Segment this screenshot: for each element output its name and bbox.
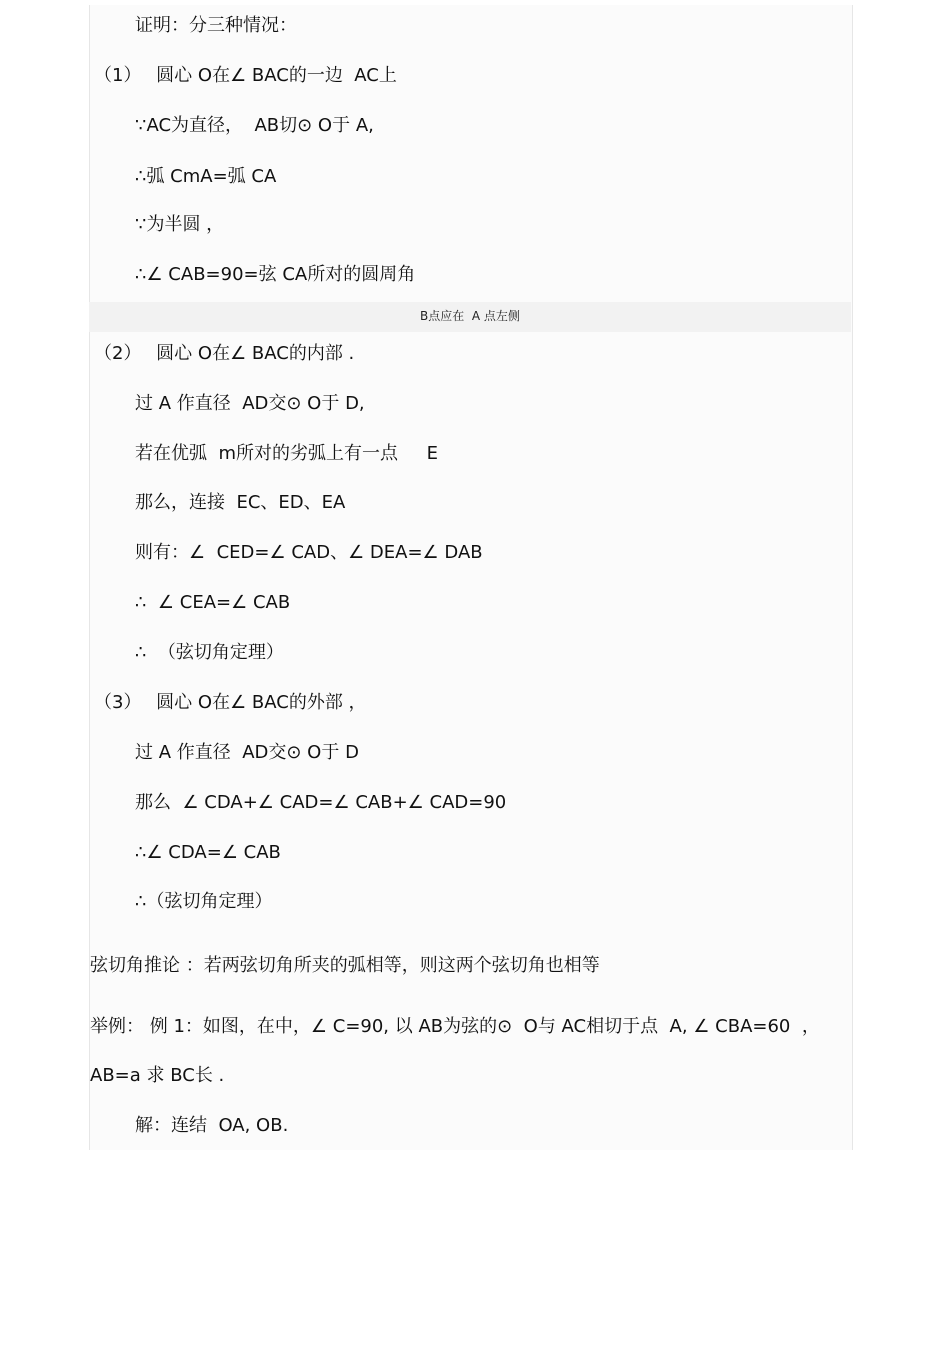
case2-line: ∴ ∠ CEA=∠ CAB: [135, 592, 291, 613]
example-line: 举例： 例 1：如图，在中，∠ C=90, 以 AB为弦的⊙ O与 AC相切于点 A, ∠ CBA=60 ，: [90, 1016, 820, 1037]
case3-heading: （3） 圆心 O在∠ BAC的外部 ，: [94, 692, 367, 713]
corollary-text: 弦切角推论 ：若两弦切角所夹的弧相等，则这两个弦切角也相等: [90, 955, 600, 976]
case2-line: 那么，连接 EC、ED、EA: [135, 492, 346, 513]
solution-line: 解：连结 OA, OB.: [135, 1115, 289, 1136]
example-line: AB=a 求 BC长 .: [90, 1065, 225, 1086]
case2-heading: （2） 圆心 O在∠ BAC的内部 .: [94, 343, 355, 364]
case3-line: 那么 ∠ CDA+∠ CAD=∠ CAB+∠ CAD=90: [135, 792, 507, 813]
case1-line: ∵AC为直径， AB切⊙ O于 A,: [135, 115, 374, 136]
case1-line: ∵为半圆 ，: [135, 214, 225, 235]
figure-caption: B点应在 A 点左侧: [420, 309, 520, 323]
case3-line: ∴（弦切角定理）: [135, 891, 273, 912]
case1-line: ∴弧 CmA=弧 CA: [135, 166, 277, 187]
case1-line: ∴∠ CAB=90=弦 CA所对的圆周角: [135, 264, 416, 285]
case1-heading: （1） 圆心 O在∠ BAC的一边 AC上: [94, 65, 397, 86]
case3-line: 过 A 作直径 AD交⊙ O于 D: [135, 742, 359, 763]
case2-line: ∴ （弦切角定理）: [135, 642, 284, 663]
case2-line: 过 A 作直径 AD交⊙ O于 D,: [135, 393, 365, 414]
case3-line: ∴∠ CDA=∠ CAB: [135, 842, 281, 863]
case2-line: 则有：∠ CED=∠ CAD、∠ DEA=∠ DAB: [135, 542, 483, 563]
case2-line: 若在优弧 m所对的劣弧上有一点 E: [135, 443, 438, 464]
proof-intro: 证明：分三种情况：: [135, 15, 297, 36]
